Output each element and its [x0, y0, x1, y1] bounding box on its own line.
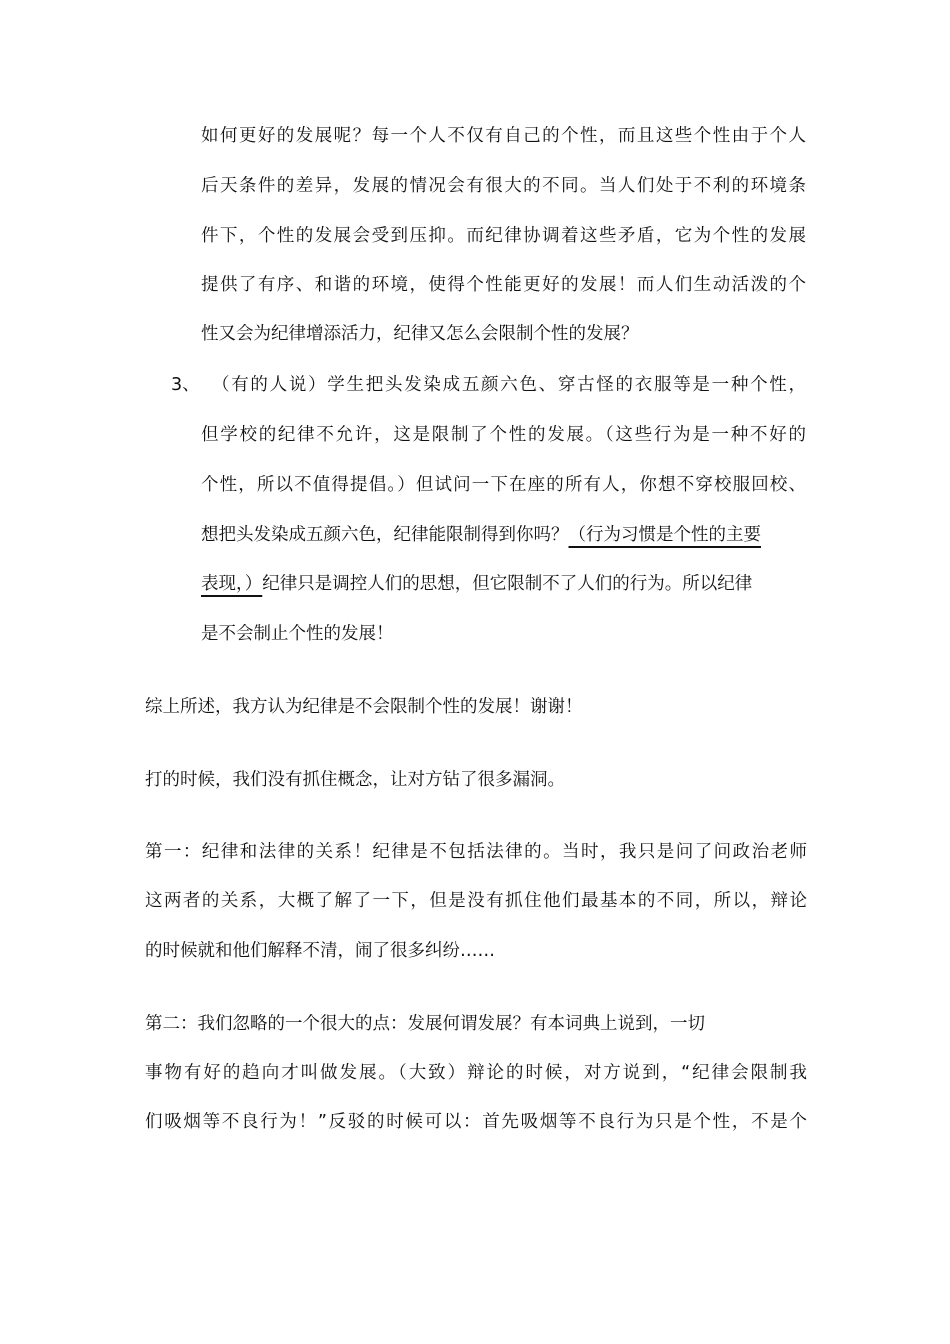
list-item-line	[201, 572, 806, 596]
underlined-text: （行为习惯是个性的主要	[568, 525, 761, 545]
paragraph-line: 提供了有序、和谐的环境，使得个性能更好的发展！而人们生动活泼的个	[201, 275, 806, 295]
paragraph-line: 第一：纪律和法律的关系！纪律是不包括法律的。当时，我只是问了问政治老师	[145, 842, 807, 862]
paragraph-line: 第二：我们忽略的一个很大的点：发展何谓发展？有本词典上说到，一切	[145, 1014, 705, 1034]
plain-text: 纪律只是调控人们的思想，但它限制不了人们的行为。所以纪律	[262, 574, 753, 594]
paragraph-line: 后天条件的差异，发展的情况会有很大的不同。当人们处于不利的环境条	[201, 176, 806, 196]
reflection-text: 打的时候，我们没有抓住概念，让对方钻了很多漏洞。	[145, 770, 565, 790]
list-number: 3、	[171, 375, 200, 395]
paragraph-line: 的时候就和他们解释不清，闹了很多纠纷……	[145, 941, 495, 961]
paragraph-line: 性又会为纪律增添活力，纪律又怎么会限制个性的发展？	[201, 324, 639, 344]
list-item-line: 但学校的纪律不允许，这是限制了个性的发展。（这些行为是一种不好的	[201, 425, 806, 445]
list-item-line	[201, 523, 806, 547]
paragraph-line: 如何更好的发展呢？每一个人不仅有自己的个性，而且这些个性由于个人	[201, 126, 806, 146]
list-item-line: 是不会制止个性的发展！	[201, 624, 394, 644]
list-item-line: 个性，所以不值得提倡。）但试问一下在座的所有人，你想不穿校服回校、	[201, 475, 806, 495]
summary-text: 综上所述，我方认为纪律是不会限制个性的发展！谢谢！	[145, 697, 583, 717]
paragraph-line: 件下，个性的发展会受到压抑。而纪律协调着这些矛盾，它为个性的发展	[201, 226, 806, 246]
list-item-line: （有的人说）学生把头发染成五颜六色、穿古怪的衣服等是一种个性，	[212, 375, 806, 395]
paragraph-line: 事物有好的趋向才叫做发展。（大致）辩论的时候，对方说到，“纪律会限制我	[145, 1063, 807, 1083]
underlined-text: 表现，）	[201, 574, 263, 594]
plain-text: 想把头发染成五颜六色，纪律能限制得到你吗？	[201, 525, 569, 545]
paragraph-line: 这两者的关系，大概了解了一下，但是没有抓住他们最基本的不同，所以，辩论	[145, 891, 807, 911]
paragraph-line: 们吸烟等不良行为！”反驳的时候可以：首先吸烟等不良行为只是个性，不是个	[145, 1112, 807, 1132]
